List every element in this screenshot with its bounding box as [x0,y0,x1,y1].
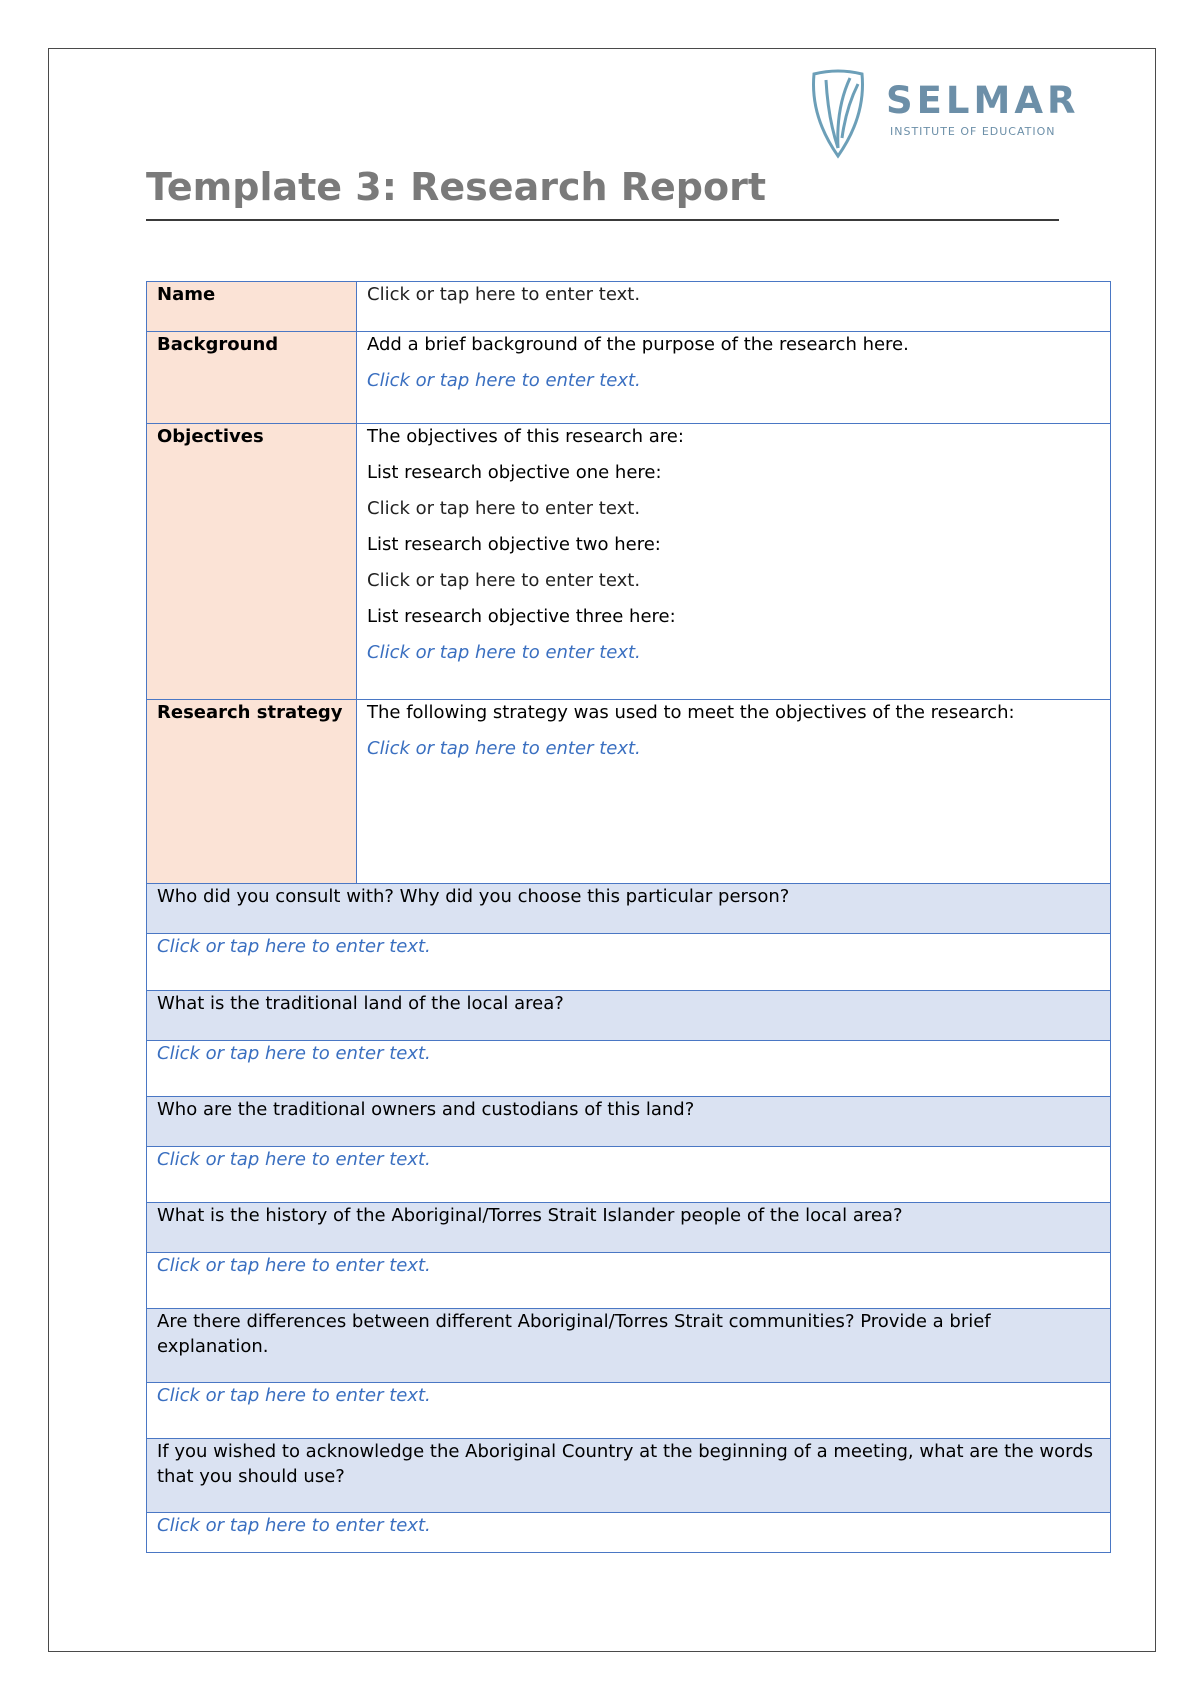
logo-tagline: INSTITUTE OF EDUCATION [890,125,1056,138]
answer-row [147,1253,1111,1309]
answer-input[interactable]: Click or tap here to enter text. [157,1385,431,1406]
question-text: What is the history of the Aboriginal/Torres Strait Islander people of the local area? [147,1203,1111,1253]
objective-three-label: List research objective three here: [367,606,676,627]
question-text: If you wished to acknowledge the Aboriginal Country at the beginning of a meeting, what are the words that you should use? [147,1439,1111,1513]
question-row [147,1439,1111,1513]
name-label: Name [147,282,357,332]
objective-one-input[interactable]: Click or tap here to enter text. [367,498,641,519]
strategy-label: Research strategy [147,700,357,884]
row-name [147,282,1111,332]
row-background [147,332,1111,424]
shield-icon [814,71,863,156]
background-input[interactable]: Click or tap here to enter text. [367,370,641,391]
answer-input[interactable]: Click or tap here to enter text. [157,1515,431,1536]
objective-two-input[interactable]: Click or tap here to enter text. [367,570,641,591]
strategy-input[interactable]: Click or tap here to enter text. [367,738,641,759]
strategy-intro: The following strategy was used to meet the objectives of the research: [367,702,1015,723]
question-row [147,1097,1111,1147]
row-strategy [147,700,1111,884]
answer-row [147,1513,1111,1553]
answer-row [147,1147,1111,1203]
answer-row [147,1383,1111,1439]
question-text: Who are the traditional owners and custodians of this land? [147,1097,1111,1147]
question-row [147,1309,1111,1383]
title-underline [146,219,1059,221]
question-row [147,1203,1111,1253]
answer-input[interactable]: Click or tap here to enter text. [157,1255,431,1276]
answer-input[interactable]: Click or tap here to enter text. [157,1149,431,1170]
objectives-label: Objectives [147,424,357,700]
page-title: Template 3: Research Report [146,165,767,209]
question-row [147,991,1111,1041]
answer-row [147,934,1111,991]
objectives-intro: The objectives of this research are: [367,426,684,447]
answer-input[interactable]: Click or tap here to enter text. [157,936,431,957]
question-text: What is the traditional land of the local area? [147,991,1111,1041]
question-text: Are there differences between different Aboriginal/Torres Strait communities? Provide a brief explanation. [147,1309,1111,1383]
answer-input[interactable]: Click or tap here to enter text. [157,1043,431,1064]
logo-brand: SELMAR [886,79,1080,122]
answer-row [147,1041,1111,1097]
name-input[interactable]: Click or tap here to enter text. [367,284,641,305]
objective-three-input[interactable]: Click or tap here to enter text. [367,642,641,663]
background-intro: Add a brief background of the purpose of the research here. [367,334,909,355]
background-label: Background [147,332,357,424]
question-text: Who did you consult with? Why did you choose this particular person? [147,884,1111,934]
objective-one-label: List research objective one here: [367,462,662,483]
objective-two-label: List research objective two here: [367,534,661,555]
question-row [147,884,1111,934]
research-report-table [146,281,1111,1553]
row-objectives [147,424,1111,700]
